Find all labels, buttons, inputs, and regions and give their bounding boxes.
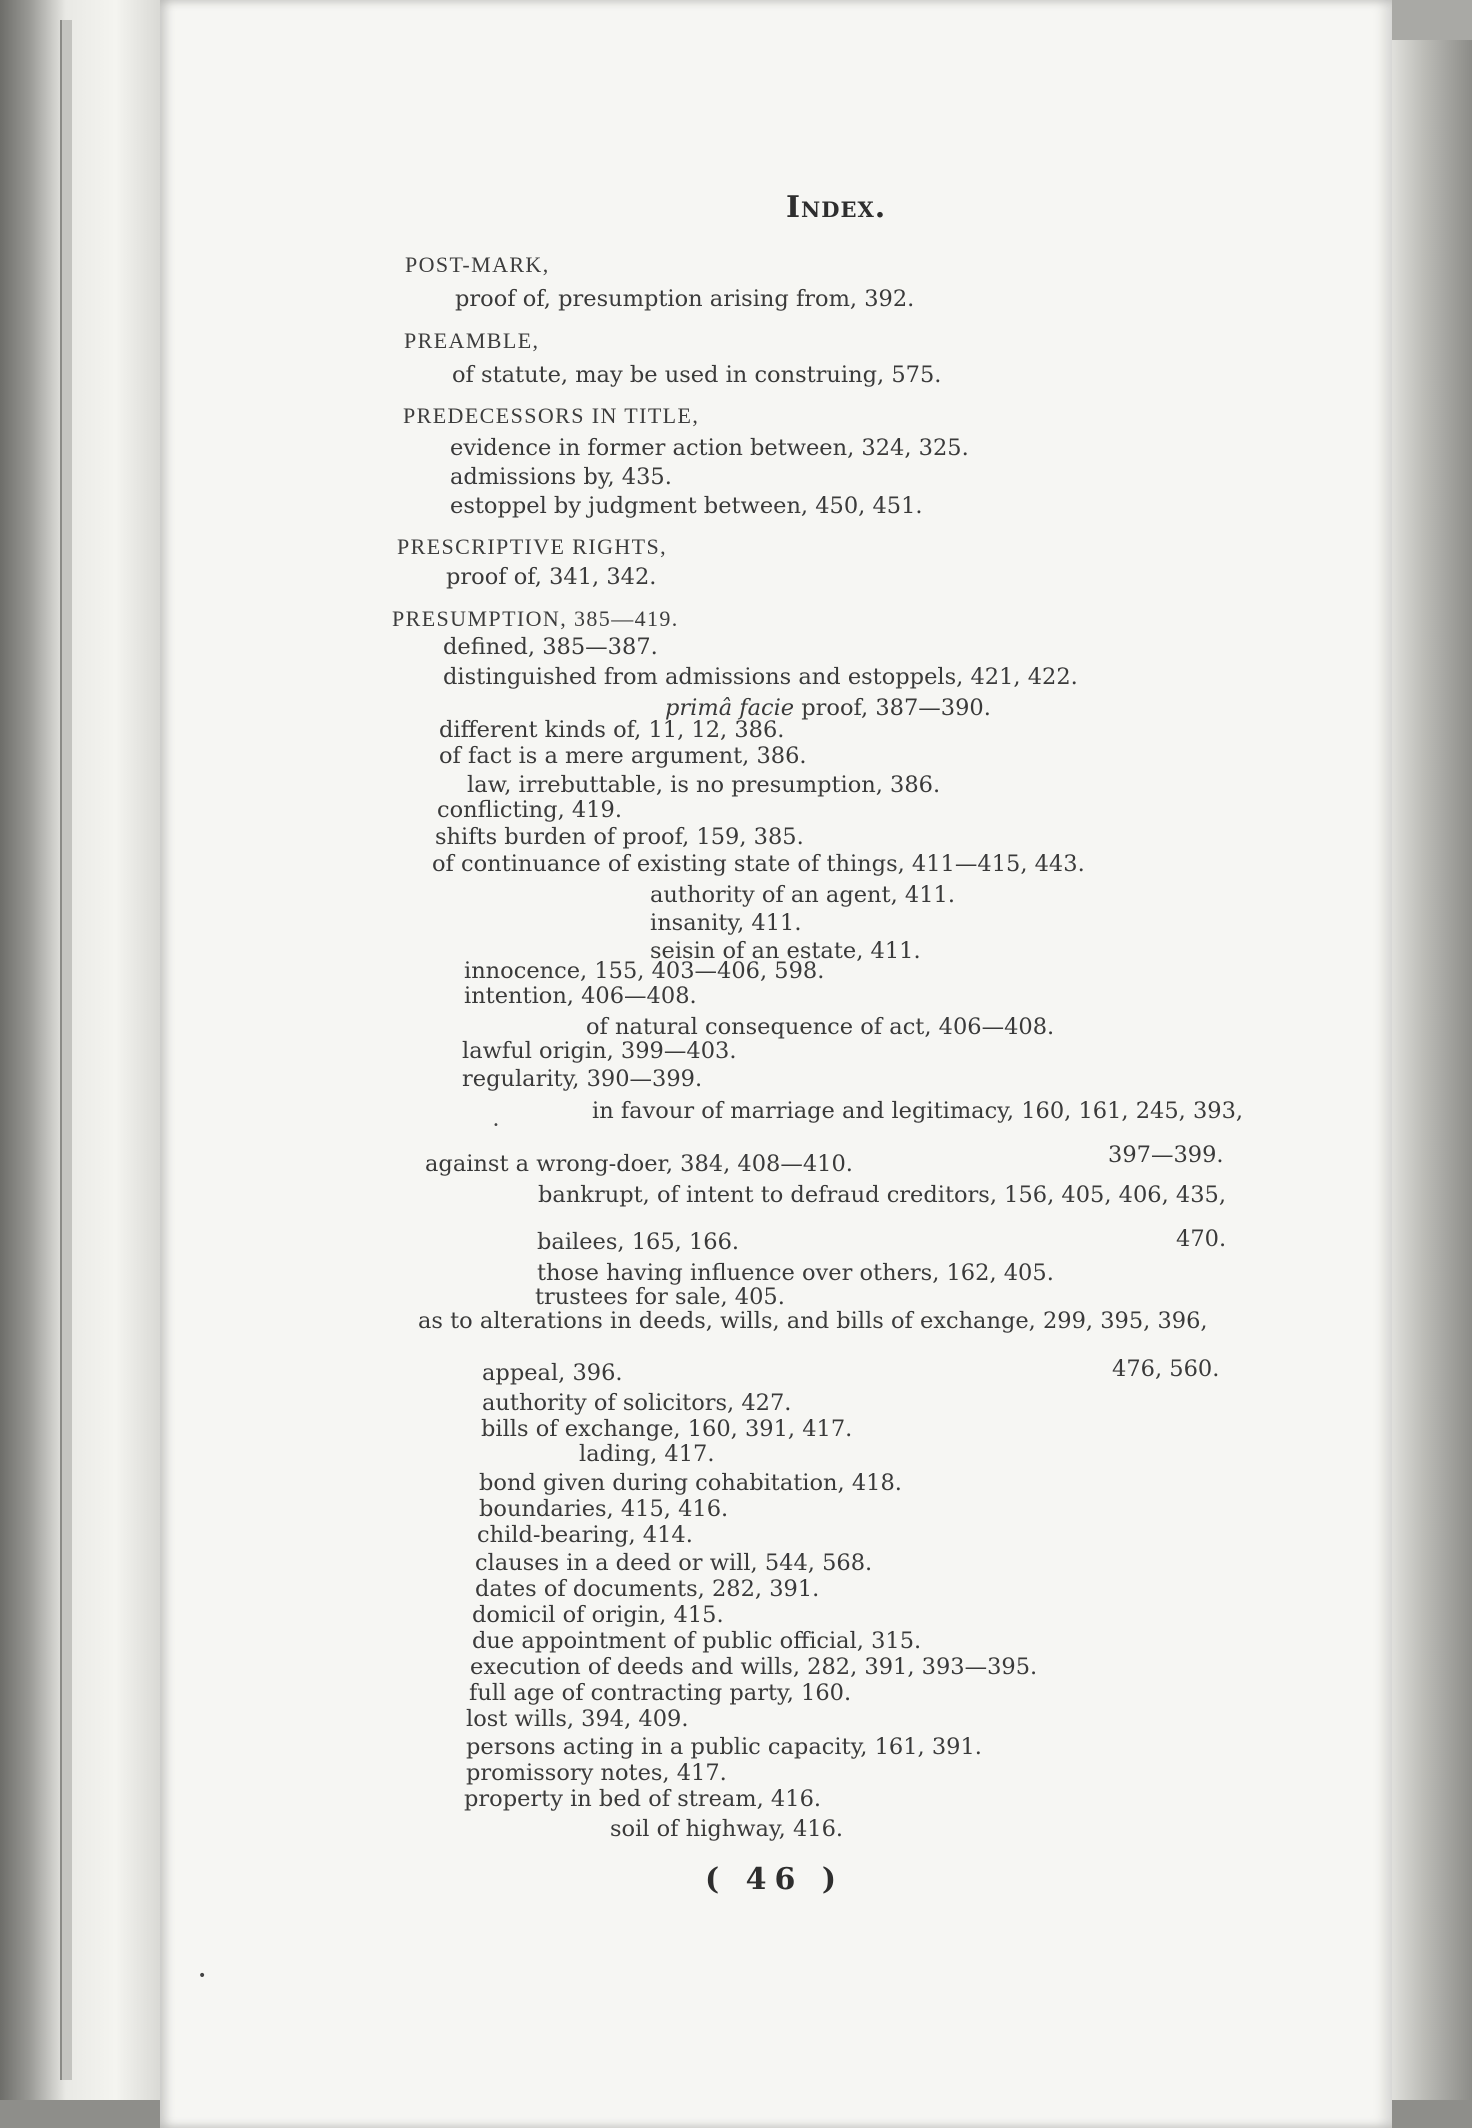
entry-line: execution of deeds and wills, 282, 391, 393—395. bbox=[470, 1654, 1038, 1680]
entry-line: proof of, presumption arising from, 392. bbox=[455, 286, 915, 312]
entry-line: lading, 417. bbox=[579, 1441, 715, 1467]
entry-line: bankrupt, of intent to defraud creditors, 156, 405, 406, 435, bbox=[538, 1182, 1227, 1208]
entry-line: of natural consequence of act, 406—408. bbox=[586, 1014, 1055, 1040]
page-title: Index. bbox=[786, 190, 887, 225]
entry-line-rest: proof, 387—390. bbox=[794, 695, 991, 721]
entry-line: child-bearing, 414. bbox=[477, 1522, 693, 1548]
entry-heading: PREAMBLE, bbox=[404, 328, 540, 353]
entry-heading: PRESUMPTION, 385—419. bbox=[392, 606, 679, 631]
entry-line: shifts burden of proof, 159, 385. bbox=[435, 824, 804, 850]
entry-line: trustees for sale, 405. bbox=[535, 1284, 785, 1310]
entry-line: dates of documents, 282, 391. bbox=[475, 1576, 820, 1602]
entry-line: persons acting in a public capacity, 161, 391. bbox=[466, 1734, 982, 1760]
entry-line-continuation: 397—399. bbox=[1108, 1142, 1224, 1168]
ink-speck: • bbox=[198, 1968, 207, 1984]
entry-line: appeal, 396. bbox=[482, 1360, 623, 1386]
entry-line: insanity, 411. bbox=[650, 910, 802, 936]
entry-line-continuation: 476, 560. bbox=[1112, 1356, 1220, 1382]
entry-line: due appointment of public official, 315. bbox=[472, 1628, 922, 1654]
entry-line: domicil of origin, 415. bbox=[472, 1602, 724, 1628]
entry-heading: PREDECESSORS IN TITLE, bbox=[403, 403, 700, 428]
italic-phrase: primâ facie bbox=[665, 695, 795, 721]
entry-heading: PRESCRIPTIVE RIGHTS, bbox=[397, 534, 668, 559]
entry-line: soil of highway, 416. bbox=[610, 1816, 844, 1842]
entry-line-continuation: 470. bbox=[1176, 1226, 1227, 1252]
entry-line: those having influence over others, 162, 405. bbox=[537, 1260, 1054, 1286]
entry-line: bailees, 165, 166. bbox=[537, 1229, 740, 1255]
entry-line: different kinds of, 11, 12, 386. bbox=[439, 717, 785, 743]
right-page-edge bbox=[1390, 40, 1472, 2128]
entry-line: of continuance of existing state of things, 411—415, 443. bbox=[432, 851, 1085, 877]
entry-line: seisin of an estate, 411. bbox=[650, 938, 921, 964]
entry-line: authority of solicitors, 427. bbox=[482, 1390, 792, 1416]
entry-line: property in bed of stream, 416. bbox=[464, 1786, 822, 1812]
entry-line: bills of exchange, 160, 391, 417. bbox=[481, 1416, 853, 1442]
binding-strip bbox=[60, 20, 72, 2080]
entry-line: as to alterations in deeds, wills, and bills of exchange, 299, 395, 396, bbox=[418, 1308, 1208, 1334]
entry-line: conflicting, 419. bbox=[437, 797, 622, 823]
ink-speck: • bbox=[493, 1120, 499, 1131]
entry-line: estoppel by judgment between, 450, 451. bbox=[450, 493, 923, 519]
entry-line: lost wills, 394, 409. bbox=[466, 1706, 689, 1732]
page-number: ( 46 ) bbox=[705, 1862, 845, 1897]
entry-line: proof of, 341, 342. bbox=[446, 564, 657, 590]
entry-line: bond given during cohabitation, 418. bbox=[479, 1470, 902, 1496]
entry-line: evidence in former action between, 324, 325. bbox=[450, 435, 969, 461]
entry-line: admissions by, 435. bbox=[450, 464, 672, 490]
entry-line: of statute, may be used in construing, 575. bbox=[452, 362, 942, 388]
entry-line: of fact is a mere argument, 386. bbox=[439, 743, 807, 769]
entry-line: law, irrebuttable, is no presumption, 386. bbox=[467, 772, 941, 798]
entry-line: lawful origin, 399—403. bbox=[462, 1038, 737, 1064]
entry-line: authority of an agent, 411. bbox=[650, 882, 955, 908]
entry-line: defined, 385—387. bbox=[443, 634, 658, 660]
entry-line: in favour of marriage and legitimacy, 160, 161, 245, 393, bbox=[592, 1098, 1244, 1124]
left-page-edge bbox=[0, 0, 165, 2128]
entry-line: promissory notes, 417. bbox=[466, 1760, 727, 1786]
entry-line: full age of contracting party, 160. bbox=[469, 1680, 852, 1706]
entry-line: intention, 406—408. bbox=[464, 983, 697, 1009]
entry-line: clauses in a deed or will, 544, 568. bbox=[475, 1550, 873, 1576]
entry-heading: POST-MARK, bbox=[405, 252, 550, 277]
entry-line: against a wrong-doer, 384, 408—410. bbox=[425, 1151, 853, 1177]
entry-line: distinguished from admissions and estoppels, 421, 422. bbox=[443, 664, 1078, 690]
entry-line: innocence, 155, 403—406, 598. bbox=[464, 958, 825, 984]
entry-line: boundaries, 415, 416. bbox=[479, 1496, 729, 1522]
entry-line: regularity, 390—399. bbox=[462, 1066, 703, 1092]
